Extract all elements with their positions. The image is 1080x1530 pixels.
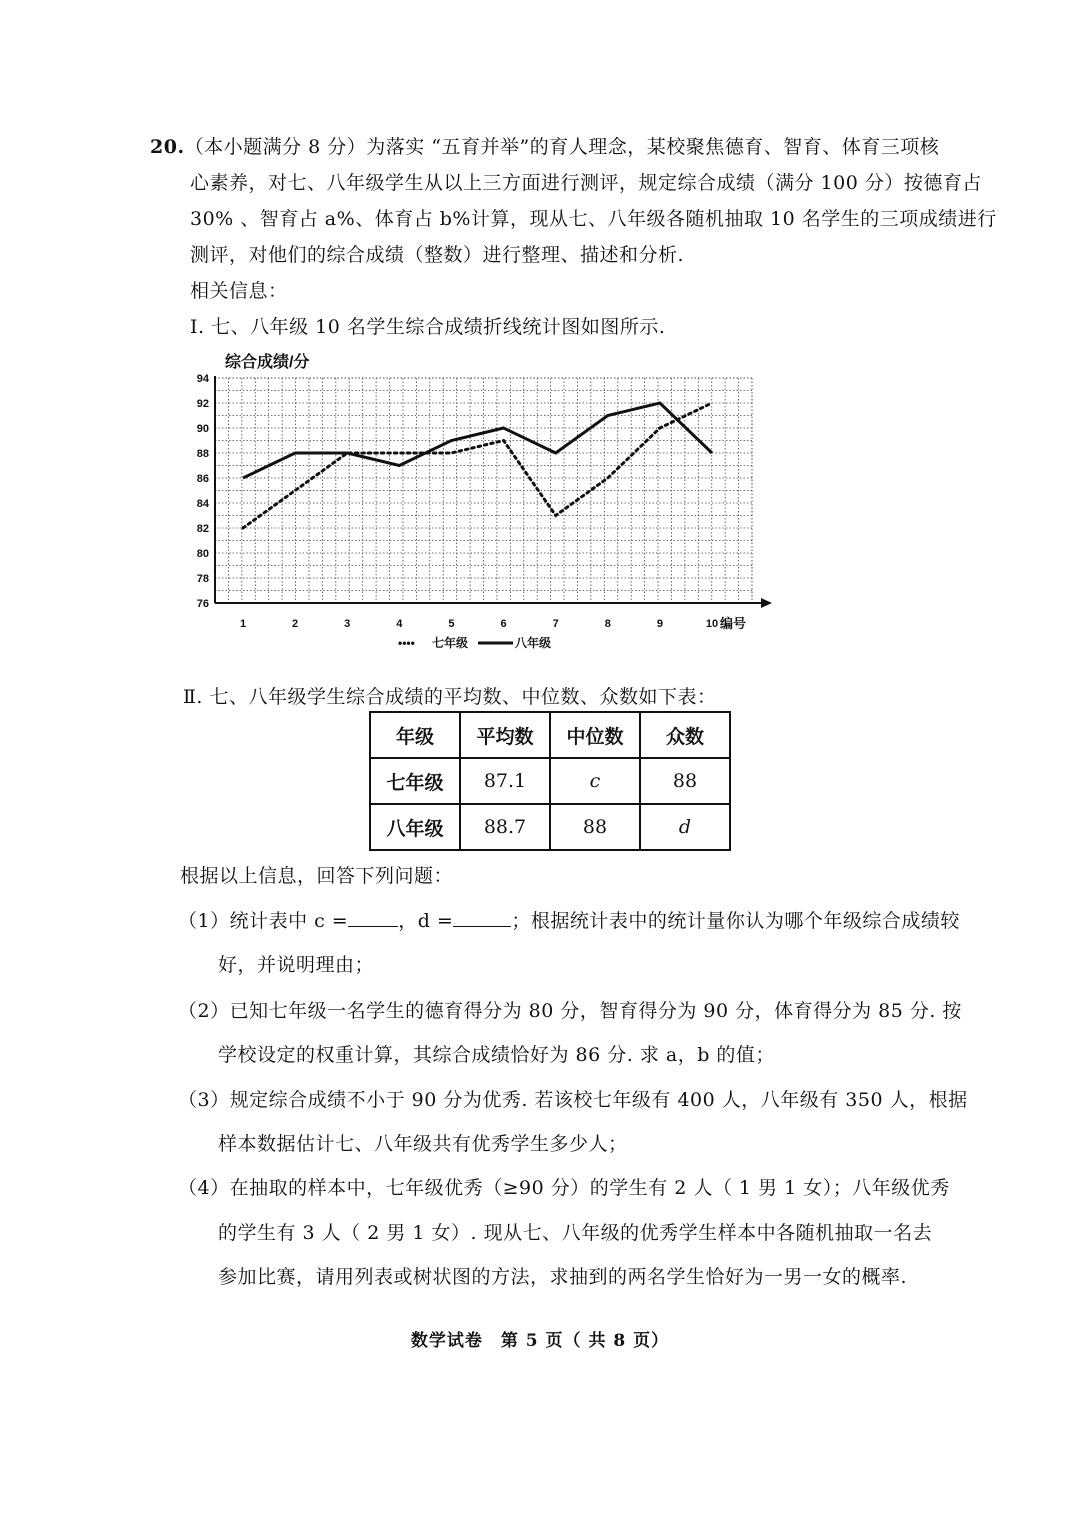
x-tick-label: 10 — [705, 618, 719, 630]
question-text-1: （本小题满分 8 分）为落实 “五育并举”的育人理念，某校聚焦德育、智育、体育三项核 — [184, 136, 940, 158]
y-tick-label: 92 — [196, 398, 209, 410]
table-header-cell: 年级 — [370, 712, 460, 758]
subquestion-4-line-3: 参加比赛，请用列表或树状图的方法，求抽到的两名学生恰好为一男一女的概率. — [218, 1266, 908, 1288]
question-line-3: 30% 、智育占 a%、体育占 b%计算，现从七、八年级各随机抽取 10 名学生的三项成绩进行 — [190, 208, 997, 230]
x-tick-label: 8 — [604, 618, 611, 630]
info-1-label: Ⅰ. 七、八年级 10 名学生综合成绩折线统计图如图所示. — [190, 316, 666, 338]
table-row — [370, 804, 730, 850]
y-tick-label: 86 — [196, 473, 209, 485]
table-cell: 88.7 — [460, 804, 550, 850]
answer-prompt: 根据以上信息，回答下列问题： — [180, 865, 454, 887]
info-2-label: Ⅱ. 七、八年级学生综合成绩的平均数、中位数、众数如下表： — [183, 686, 717, 708]
y-tick-label: 88 — [196, 448, 209, 460]
subquestion-3-line-2: 样本数据估计七、八年级共有优秀学生多少人； — [218, 1133, 628, 1155]
legend-label-grade7: 七年级 — [432, 636, 469, 650]
line-chart-svg — [185, 345, 785, 665]
x-tick-label: 4 — [396, 618, 403, 630]
y-tick-label: 76 — [196, 598, 209, 610]
table-header-cell: 平均数 — [460, 712, 550, 758]
y-tick-label: 80 — [196, 548, 209, 560]
y-tick-label: 82 — [196, 523, 209, 535]
y-tick-label: 84 — [196, 498, 209, 510]
x-tick-label: 9 — [656, 618, 663, 630]
question-number: 20. — [150, 136, 185, 158]
table-cell: 88 — [550, 804, 640, 850]
subquestion-1-line-2: 好，并说明理由； — [218, 954, 375, 976]
related-info-label: 相关信息： — [190, 280, 288, 302]
subquestion-2-line-1: （2）已知七年级一名学生的德育得分为 80 分，智育得分为 90 分，体育得分为 85 分. 按 — [178, 1000, 962, 1022]
y-tick-label: 78 — [196, 573, 209, 585]
statistics-table — [369, 711, 731, 851]
table-cell-grade: 七年级 — [370, 758, 460, 804]
question-line-1 — [150, 132, 939, 159]
answer-blank-c — [348, 912, 398, 927]
subquestion-3-line-1: （3）规定综合成绩不小于 90 分为优秀. 若该校七年级有 400 人，八年级有 350 人，根据 — [178, 1089, 968, 1111]
answer-blank-d — [453, 912, 511, 927]
question-line-4: 测评，对他们的综合成绩（整数）进行整理、描述和分析. — [190, 244, 685, 266]
table-cell: c — [550, 758, 640, 804]
table-cell-grade: 八年级 — [370, 804, 460, 850]
line-chart — [185, 345, 785, 665]
y-axis-label: 综合成绩/分 — [225, 354, 310, 371]
legend-label-grade8: 八年级 — [515, 636, 552, 650]
table-cell: 88 — [640, 758, 730, 804]
x-axis-arrow — [761, 598, 772, 608]
question-line-2: 心素养，对七、八年级学生从以上三方面进行测评，规定综合成绩（满分 100 分）按德育占 — [190, 172, 982, 194]
page-footer: 数学试卷 第 5 页（ 共 8 页） — [410, 1331, 670, 1351]
x-tick-label: 3 — [344, 618, 351, 630]
table-row — [370, 758, 730, 804]
subquestion-4-line-2: 的学生有 3 人（ 2 男 1 女）. 现从七、八年级的优秀学生样本中各随机抽取一名去 — [218, 1222, 933, 1244]
x-tick-label: 1 — [239, 618, 247, 630]
y-tick-label: 94 — [196, 373, 209, 385]
table-header-cell: 中位数 — [550, 712, 640, 758]
subquestion-4-line-1: （4）在抽取的样本中，七年级优秀（≥90 分）的学生有 2 人（ 1 男 1 女）；八年级优秀 — [178, 1177, 950, 1199]
x-tick-label: 7 — [552, 618, 559, 630]
table-header-row — [370, 712, 730, 758]
y-tick-label: 90 — [196, 423, 209, 435]
x-axis-label: 编号 — [720, 616, 747, 631]
table-cell: d — [640, 804, 730, 850]
x-tick-label: 2 — [292, 618, 299, 630]
table-cell: 87.1 — [460, 758, 550, 804]
subquestion-1-line-1 — [178, 906, 960, 933]
x-tick-label: 5 — [448, 618, 455, 630]
q1-part-c: ；根据统计表中的统计量你认为哪个年级综合成绩较 — [511, 910, 960, 932]
legend-dots-glyph: •••• — [398, 636, 415, 650]
subquestion-2-line-2: 学校设定的权重计算，其综合成绩恰好为 86 分. 求 a，b 的值； — [218, 1044, 775, 1066]
q1-part-a: （1）统计表中 c = — [178, 910, 349, 932]
q1-part-b: ，d = — [398, 910, 454, 932]
x-tick-label: 6 — [500, 618, 507, 630]
table-header-cell: 众数 — [640, 712, 730, 758]
